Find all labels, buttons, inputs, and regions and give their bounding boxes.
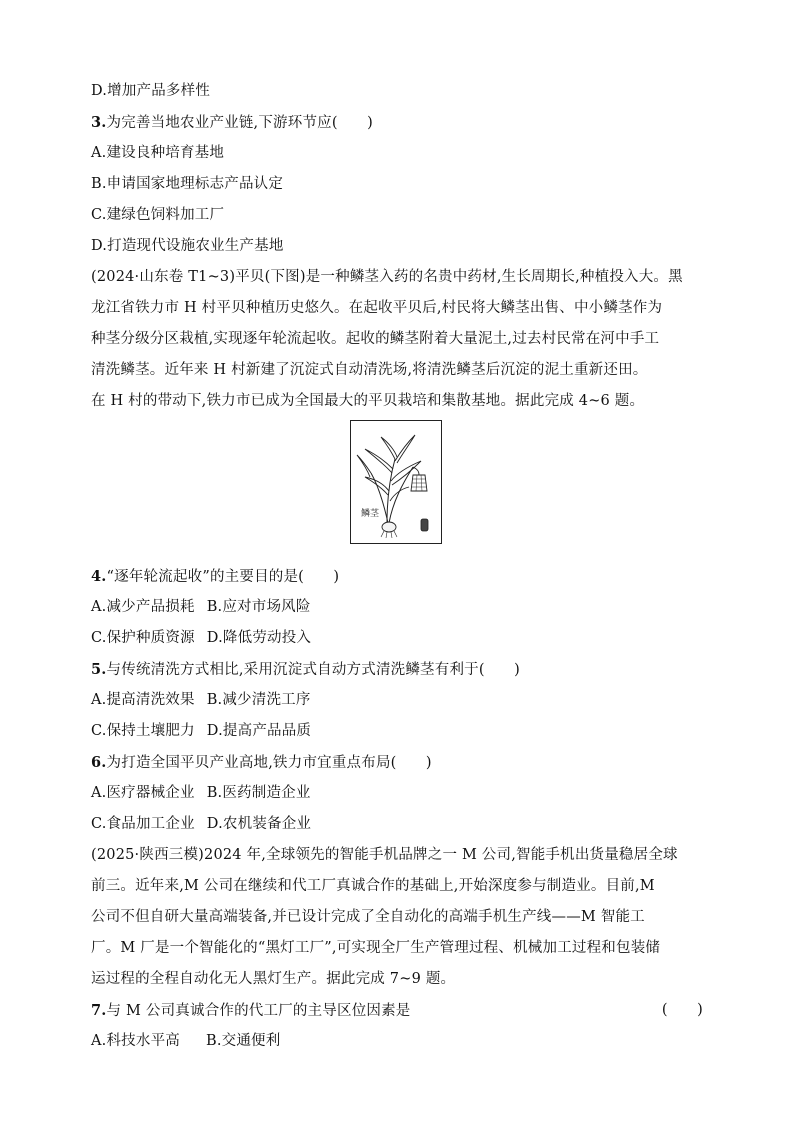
material-1-line: (2024·山东卷 T1~3)平贝(下图)是一种鳞茎入药的名贵中药材,生长周期长,种植投入大。黑	[91, 269, 683, 285]
material-2-line: 厂。M 厂是一个智能化的“黑灯工厂”,可实现全厂生产管理过程、机械加工过程和包装储	[91, 940, 661, 956]
q5-option-c: C.保持土壤肥力	[91, 723, 195, 739]
q7-number: 7.	[91, 1002, 107, 1019]
q3-option-b: B.申请国家地理标志产品认定	[91, 176, 284, 192]
q6-options-row-1	[91, 778, 703, 809]
q3-number: 3.	[91, 114, 107, 131]
q5-option-a: A.提高清洗效果	[91, 692, 195, 708]
q6-option-c: C.食品加工企业	[91, 816, 195, 832]
q5-number: 5.	[91, 661, 107, 678]
q7-option-a: A.科技水平高	[91, 1033, 180, 1049]
material-2	[91, 840, 703, 995]
material-1-line: 龙江省铁力市 H 村平贝种植历史悠久。在起收平贝后,村民将大鳞茎出售、中小鳞茎作为	[91, 300, 663, 316]
q4-stem-text: “逐年轮流起收”的主要目的是( )	[106, 569, 340, 585]
q4-option-a: A.减少产品损耗	[91, 599, 195, 615]
material-1-line: 清洗鳞茎。近年来 H 村新建了沉淀式自动清洗场,将清洗鳞茎后沉淀的泥土重新还田。	[91, 362, 648, 378]
fritillaria-plant-icon	[351, 421, 441, 543]
q4-option-c: C.保护种质资源	[91, 630, 195, 646]
q7-option-b: B.交通便利	[205, 1033, 281, 1049]
fritillaria-figure	[350, 420, 442, 544]
q4-stem	[91, 561, 703, 592]
q7-options-row-1	[91, 1026, 703, 1057]
figure-label: 鳞茎	[361, 509, 380, 519]
q2-option-d: D.增加产品多样性	[91, 83, 211, 99]
q4-options-row-1	[91, 592, 703, 623]
q4-number: 4.	[91, 568, 107, 585]
q6-options-row-2	[91, 809, 703, 840]
q6-stem-text: 为打造全国平贝产业高地,铁力市宜重点布局( )	[106, 755, 432, 771]
q5-option-b: B.减少清洗工序	[206, 692, 311, 708]
material-2-line: 公司不但自研大量高端装备,并已设计完成了全自动化的高端手机生产线——M 智能工	[91, 909, 645, 925]
material-1	[91, 262, 703, 417]
q6-number: 6.	[91, 754, 107, 771]
material-2-line: (2025·陕西三模)2024 年,全球领先的智能手机品牌之一 M 公司,智能手机出货量稳居全球	[91, 847, 678, 863]
q3-option-d: D.打造现代设施农业生产基地	[91, 238, 284, 254]
figure-area	[91, 417, 703, 561]
q6-option-b: B.医药制造企业	[206, 785, 311, 801]
material-2-line: 运过程的全程自动化无人黑灯生产。据此完成 7~9 题。	[91, 971, 456, 987]
q3-stem	[91, 107, 703, 138]
q6-option-d: D.农机装备企业	[206, 816, 312, 832]
q6-option-a: A.医疗器械企业	[91, 785, 195, 801]
material-1-line: 在 H 村的带动下,铁力市已成为全国最大的平贝栽培和集散基地。据此完成 4~6 题。	[91, 393, 645, 409]
material-1-line: 种茎分级分区栽植,实现逐年轮流起收。起收的鳞茎附着大量泥土,过去村民常在河中手工	[91, 331, 660, 347]
q5-options-row-2	[91, 716, 703, 747]
q5-options-row-1	[91, 685, 703, 716]
q7-stem	[91, 995, 703, 1026]
q3-option-c: C.建绿色饲料加工厂	[91, 207, 225, 223]
q3-option-a: A.建设良种培育基地	[91, 145, 225, 161]
q7-stem-text: 与 M 公司真诚合作的代工厂的主导区位因素是	[106, 1003, 411, 1019]
q7-answer-bracket: ( )	[661, 1002, 703, 1018]
q4-options-row-2	[91, 623, 703, 654]
exam-page	[91, 76, 703, 1057]
q4-option-d: D.降低劳动投入	[206, 630, 312, 646]
q5-option-d: D.提高产品品质	[206, 723, 312, 739]
q3-stem-text: 为完善当地农业产业链,下游环节应( )	[106, 115, 373, 131]
q4-option-b: B.应对市场风险	[206, 599, 311, 615]
q5-stem-text: 与传统清洗方式相比,采用沉淀式自动方式清洗鳞茎有利于( )	[106, 662, 520, 678]
q5-stem	[91, 654, 703, 685]
q6-stem	[91, 747, 703, 778]
material-2-line: 前三。近年来,M 公司在继续和代工厂真诚合作的基础上,开始深度参与制造业。目前,M	[91, 878, 655, 894]
